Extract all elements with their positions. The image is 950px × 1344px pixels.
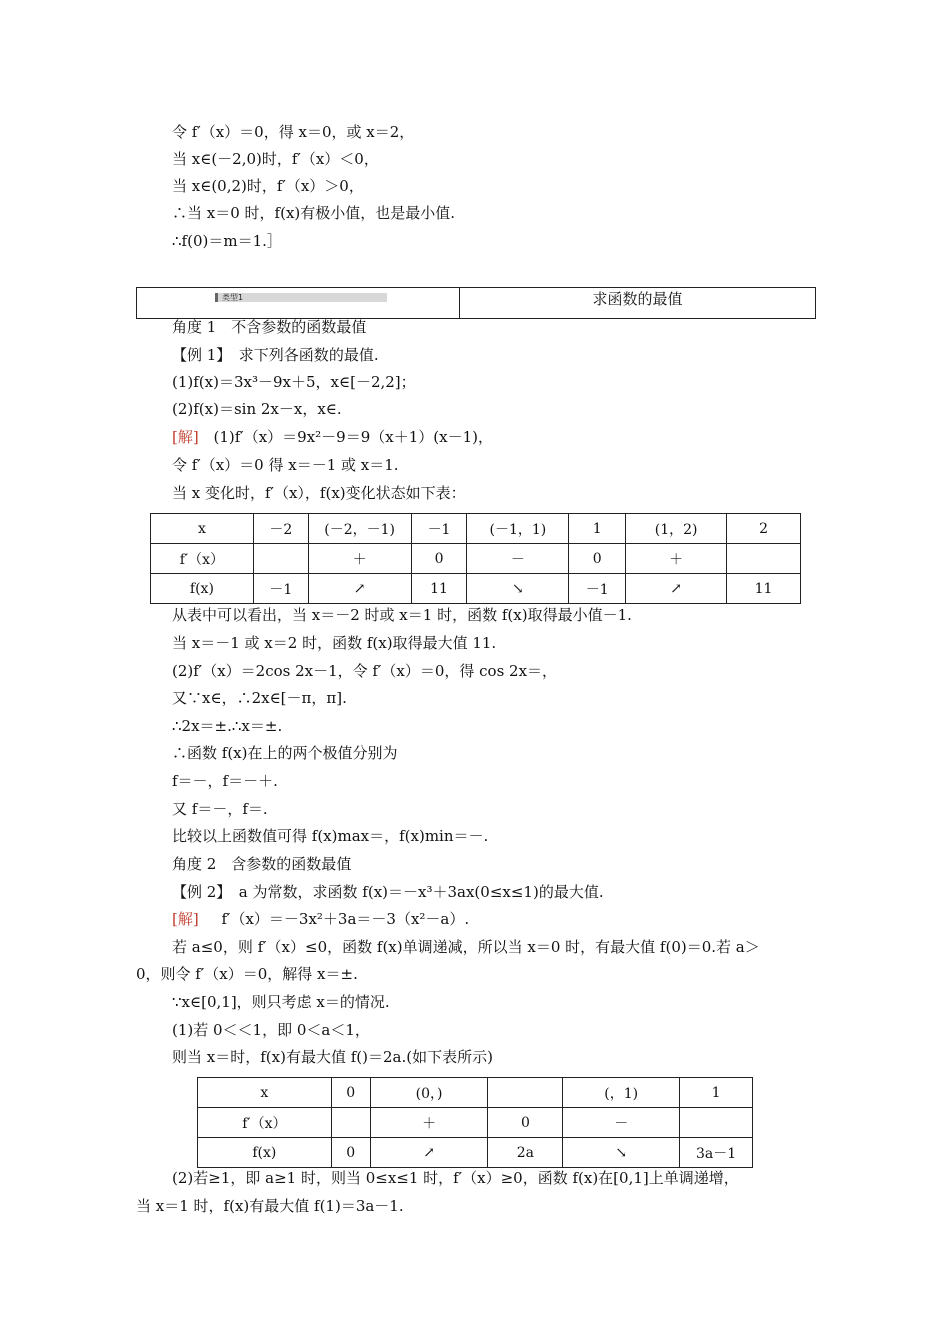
text-line: 当 x∈(－2,0)时，f′（x）＜0， [172,150,379,168]
text-line: 令 f′（x）＝0 得 x＝－1 或 x＝1. [172,456,399,474]
text-line: 令 f′（x）＝0，得 x＝0，或 x＝2， [172,123,415,141]
decreasing-arrow-icon: ↘ [563,1138,680,1168]
table-cell: (－1，1) [467,514,569,544]
text-line: (1)若 0＜＜1，即 0＜a＜1， [172,1021,370,1039]
text-line: ∴函数 f(x)在上的两个极值分别为 [172,744,398,762]
solution-label: [解] [172,910,199,928]
table-cell: 0 [411,544,467,574]
table-cell: － [563,1108,680,1138]
table-cell: 2a [488,1138,563,1168]
table-cell: f′（x） [198,1108,332,1138]
increasing-arrow-icon: ↗ [370,1138,488,1168]
text-line: 从表中可以看出，当 x＝－2 时或 x＝1 时，函数 f(x)取得最小值－1. [172,606,632,624]
solution-label: [解] [172,428,199,446]
table-cell: 3a－1 [680,1138,753,1168]
table-cell: (，1) [563,1078,680,1108]
text-line: ∴f(0)＝m＝1.］ [172,232,282,250]
table-row [151,514,801,544]
text-line: 若 a≤0，则 f′（x）≤0，函数 f(x)单调递减，所以当 x＝0 时，有最大值 f(0)＝0.若 a＞ [172,938,760,956]
table-row [151,574,801,604]
table-cell: 11 [727,574,801,604]
table-cell: 2 [727,514,801,544]
table-cell [727,544,801,574]
text-line: (2)若≥1，即 a≥1 时，则当 0≤x≤1 时，f′（x）≥0，函数 f(x)在[0,1]上单调递增， [172,1169,739,1187]
example-heading: 【例 2】 a 为常数，求函数 f(x)＝－x³＋3ax(0≤x≤1)的最大值. [172,883,604,901]
table-cell: f(x) [198,1138,332,1168]
table-cell: ＋ [370,1108,488,1138]
table-cell [488,1078,563,1108]
text-line: ∴2x＝±.∴x＝±. [172,717,283,735]
text-line: 则当 x＝时，f(x)有最大值 f()＝2a.(如下表所示) [172,1048,493,1066]
table-row [198,1078,753,1108]
table-cell: (－2，－1) [308,514,411,544]
table-cell: x [198,1078,332,1108]
section-title: 求函数的最值 [592,290,683,308]
table-row [198,1108,753,1138]
solution-line [172,909,469,929]
text-span: f′（x）＝－3x²＋3a＝－3（x²－a）. [221,910,470,928]
table-cell: 0 [331,1078,370,1108]
decreasing-arrow-icon: ↘ [467,574,569,604]
table-cell: 0 [331,1138,370,1168]
solution-line [172,427,493,447]
table-cell [680,1108,753,1138]
table-cell: －1 [411,514,467,544]
subheading: 角度 1 不含参数的函数最值 [172,318,367,336]
text-line: f＝－，f＝－＋. [172,772,278,790]
variation-table-1 [150,513,801,604]
section-type-cell [137,288,460,318]
table-cell [253,544,308,574]
table-cell: 0 [488,1108,563,1138]
variation-table-2 [197,1077,753,1168]
table-cell: f′（x） [151,544,254,574]
table-cell: －1 [253,574,308,604]
table-cell [331,1108,370,1138]
table-row [198,1138,753,1168]
text-line: (2)f(x)＝sin 2x－x，x∈. [172,400,342,418]
table-cell: ＋ [626,544,727,574]
type-label-marker [215,293,218,302]
text-line: 0，则令 f′（x）＝0，解得 x＝±. [136,965,358,983]
text-line: 又 f＝－，f＝. [172,800,268,818]
table-row [151,544,801,574]
text-line: 当 x＝1 时，f(x)有最大值 f(1)＝3a－1. [136,1197,404,1215]
table-cell: 0 [569,544,626,574]
example-heading: 【例 1】 求下列各函数的最值. [172,346,379,364]
table-cell: －2 [253,514,308,544]
text-line: 当 x∈(0,2)时，f′（x）＞0， [172,177,364,195]
text-span: (1)f′（x）＝9x²－9＝9（x＋1）(x－1)， [213,428,493,446]
text-line: 当 x＝－1 或 x＝2 时，函数 f(x)取得最大值 11. [172,634,497,652]
table-cell: －1 [569,574,626,604]
table-cell: ＋ [308,544,411,574]
table-cell: 1 [569,514,626,544]
table-cell: － [467,544,569,574]
text-line: ∵x∈[0,1]，则只考虑 x＝的情况. [172,993,390,1011]
type-label: 类型1 [216,293,387,302]
subheading: 角度 2 含参数的函数最值 [172,855,352,873]
text-line: (2)f′（x）＝2cos 2x－1，令 f′（x）＝0，得 cos 2x＝， [172,662,558,680]
table-cell: f(x) [151,574,254,604]
text-line: 当 x 变化时，f′（x），f(x)变化状态如下表： [172,484,466,502]
table-cell: x [151,514,254,544]
text-line: 比较以上函数值可得 f(x)max＝，f(x)min＝－. [172,827,489,845]
table-cell: (0，) [370,1078,488,1108]
table-cell: (1，2) [626,514,727,544]
increasing-arrow-icon: ↗ [626,574,727,604]
text-line: ∴当 x＝0 时，f(x)有极小值，也是最小值. [172,204,456,222]
increasing-arrow-icon: ↗ [308,574,411,604]
table-cell: 1 [680,1078,753,1108]
text-line: 又∵x∈，∴2x∈[－π，π]. [172,689,347,707]
section-header [136,287,816,319]
text-line: (1)f(x)＝3x³－9x＋5，x∈[－2,2]； [172,373,416,391]
table-cell: 11 [411,574,467,604]
